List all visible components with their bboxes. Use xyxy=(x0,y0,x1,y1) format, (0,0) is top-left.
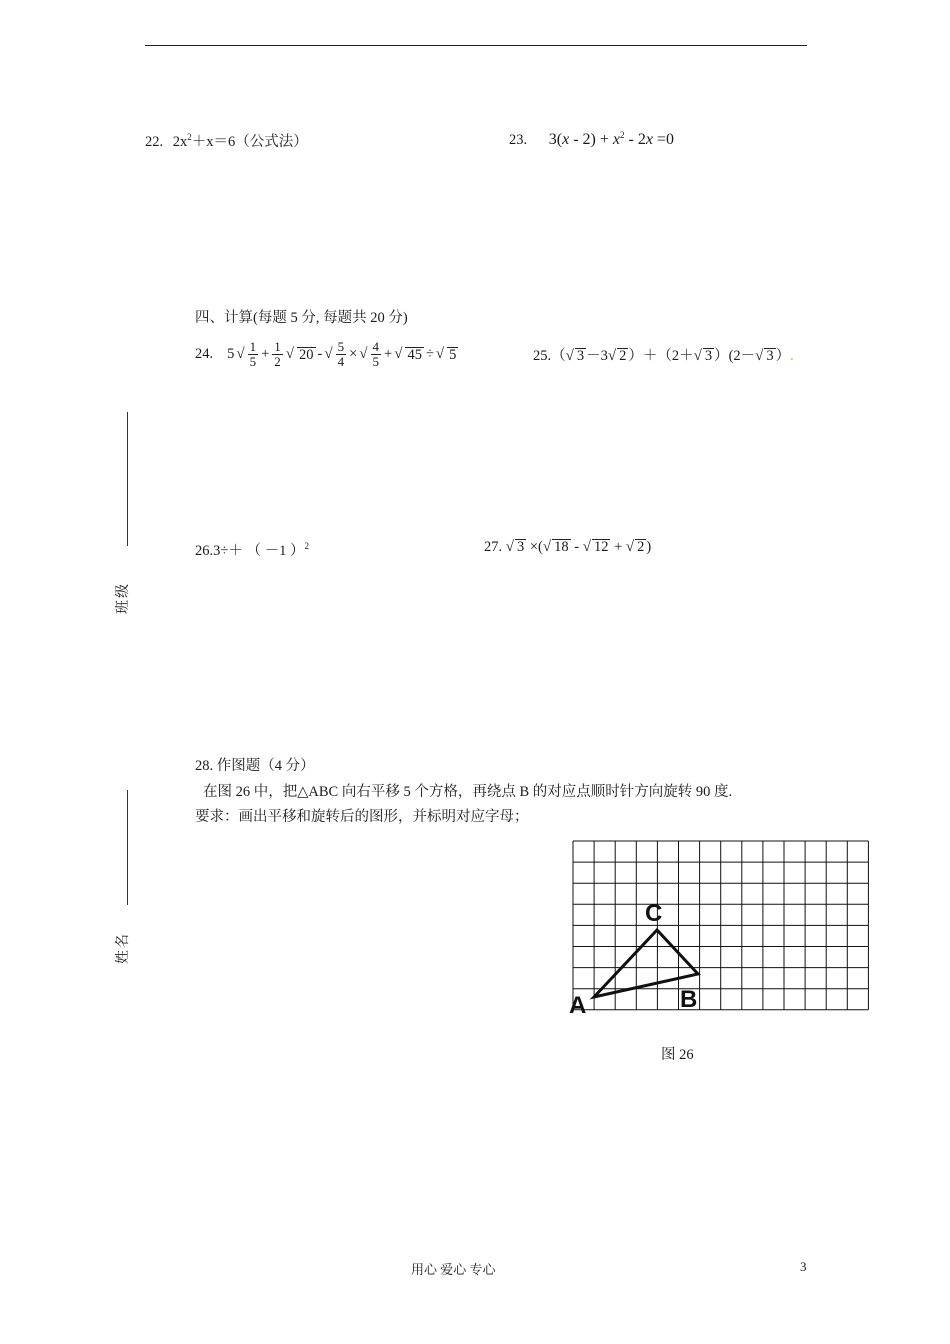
q25-expression: （√ 3 －3√ 2 ）＋（2＋√ 3 ）(2－√ 3 ）. xyxy=(551,348,794,364)
question-24 xyxy=(195,340,458,369)
figure-caption: 图 26 xyxy=(661,1047,694,1063)
question-27 xyxy=(484,539,651,556)
q24-expression: 5 √ $\frac{1}{5}$ + $\frac{1}{2}$ √ 20 - √ $\frac{5}{4}$ × √ $\frac{4}{5}$ + √ 45 ÷ √ 5 xyxy=(227,339,457,369)
q26-exponent: 2 xyxy=(304,541,309,551)
q26-number: 26. xyxy=(195,543,214,559)
label-b: B xyxy=(680,986,698,1013)
q23-number: 23. xyxy=(509,132,528,148)
header-rule xyxy=(145,45,807,46)
question-28-line-2: 要求：画出平移和旋转后的图形，并标明对应字母； xyxy=(195,809,529,825)
footer-motto: 用心 爱心 专心 xyxy=(411,1262,496,1277)
q27-expression: √ 3 ×(√ 18 - √ 12 + √ 2 ) xyxy=(505,539,652,555)
name-label: 姓名 xyxy=(116,932,131,964)
q27-number: 27. xyxy=(484,539,503,555)
question-23 xyxy=(509,130,674,149)
q22-method: （公式法） xyxy=(235,134,308,150)
class-line xyxy=(127,412,128,546)
question-28-line-1: 在图 26 中，把△ABC 向右平移 5 个方格，再绕点 B 的对应点顺时针方向旋转 90 度. xyxy=(203,784,733,800)
name-line xyxy=(127,790,128,905)
label-c: C xyxy=(645,900,663,927)
q22-number: 22. xyxy=(145,134,164,150)
section-4-title: 四、计算(每题 5 分, 每题共 20 分) xyxy=(195,310,408,326)
label-a: A xyxy=(569,992,587,1019)
question-26 xyxy=(195,539,309,560)
q25-number: 25. xyxy=(533,348,552,364)
question-22 xyxy=(145,130,308,151)
page-number: 3 xyxy=(800,1259,807,1274)
q22-eq-a: 2x xyxy=(172,134,188,150)
q22-eq-b: ＋x＝6 xyxy=(191,134,236,150)
figure-26-grid xyxy=(565,835,875,1025)
q26-expression: 3÷＋ （ －1 ） xyxy=(213,543,305,559)
q24-number: 24. xyxy=(195,346,214,362)
q22-eq-exp: 2 xyxy=(187,132,192,142)
question-28-title: 28. 作图题（4 分） xyxy=(195,758,315,774)
question-25 xyxy=(533,344,794,365)
class-label: 班级 xyxy=(116,582,131,614)
q23-expression: $3(x - 2) + x^2 - 2x =0$ xyxy=(548,130,674,148)
